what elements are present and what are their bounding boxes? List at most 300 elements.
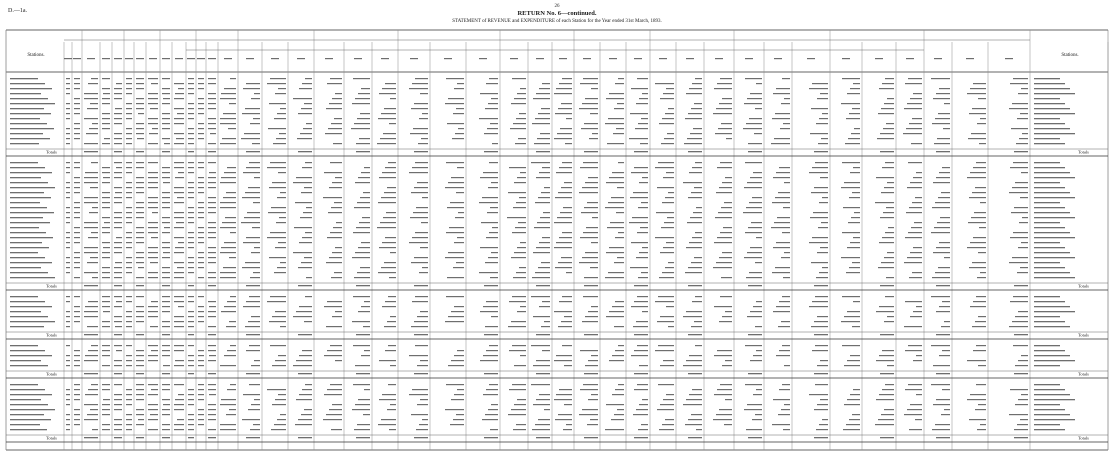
table-cell-glyph <box>814 321 828 322</box>
table-cell-glyph <box>816 123 828 124</box>
table-cell-glyph <box>536 93 550 94</box>
table-cell-glyph <box>659 277 674 278</box>
station-name-glyph <box>10 409 55 410</box>
station-name-glyph <box>1034 138 1060 139</box>
table-cell-glyph <box>491 252 498 253</box>
table-cell-glyph <box>303 128 312 129</box>
table-cell-glyph <box>136 389 144 390</box>
table-cell-glyph <box>150 108 158 109</box>
table-cell-glyph <box>102 98 110 99</box>
table-cell-glyph <box>126 108 132 109</box>
table-cell-glyph <box>967 360 986 361</box>
table-cell-glyph <box>910 182 922 183</box>
table-cell-glyph <box>881 262 894 263</box>
table-cell-glyph <box>907 103 922 104</box>
table-cell-glyph <box>454 88 464 89</box>
table-cell-glyph <box>330 232 342 233</box>
table-cell-glyph <box>66 296 70 297</box>
table-cell-glyph <box>162 272 170 273</box>
totals-cell-glyph <box>162 334 170 335</box>
table-cell-glyph <box>363 414 370 415</box>
table-cell-glyph <box>554 311 572 312</box>
table-cell-glyph <box>378 424 396 425</box>
table-cell-glyph <box>385 83 396 84</box>
table-cell-glyph <box>74 414 80 415</box>
column-header-glyph <box>510 58 518 59</box>
table-cell-glyph <box>783 207 790 208</box>
table-cell-glyph <box>915 197 922 198</box>
table-cell-glyph <box>136 98 144 99</box>
table-cell-glyph <box>662 202 674 203</box>
table-cell-glyph <box>327 350 342 351</box>
totals-cell-glyph <box>136 373 144 374</box>
table-cell-glyph <box>382 242 396 243</box>
table-cell-glyph <box>561 257 572 258</box>
table-cell-glyph <box>208 118 216 119</box>
table-cell-glyph <box>850 88 860 89</box>
table-cell-glyph <box>268 128 286 129</box>
station-name-glyph <box>10 429 47 430</box>
table-cell-glyph <box>1020 113 1028 114</box>
table-cell-glyph <box>220 143 236 144</box>
table-cell-glyph <box>148 118 158 119</box>
station-name-glyph <box>1034 182 1060 183</box>
table-cell-glyph <box>175 399 184 400</box>
table-cell-glyph <box>269 103 286 104</box>
table-cell-glyph <box>942 301 950 302</box>
table-cell-glyph <box>584 123 598 124</box>
table-cell-glyph <box>744 103 762 104</box>
table-cell-glyph <box>970 306 986 307</box>
table-cell-glyph <box>689 394 702 395</box>
table-cell-glyph <box>847 360 860 361</box>
table-cell-glyph <box>906 212 922 213</box>
table-cell-glyph <box>148 222 158 223</box>
table-cell-glyph <box>932 429 950 430</box>
table-cell-glyph <box>968 138 986 139</box>
table-cell-glyph <box>517 93 526 94</box>
table-cell-glyph <box>114 197 122 198</box>
table-cell-glyph <box>174 212 184 213</box>
table-cell-glyph <box>931 296 950 297</box>
table-cell-glyph <box>208 301 216 302</box>
table-cell-glyph <box>665 113 674 114</box>
station-name-glyph <box>1034 172 1070 173</box>
table-cell-glyph <box>844 365 860 366</box>
table-cell-glyph <box>512 345 526 346</box>
table-cell-glyph <box>74 321 80 322</box>
table-cell-glyph <box>482 419 498 420</box>
table-cell-glyph <box>820 177 828 178</box>
table-cell-glyph <box>875 202 894 203</box>
table-cell-glyph <box>188 128 194 129</box>
table-cell-glyph <box>280 326 286 327</box>
table-cell-glyph <box>717 167 732 168</box>
table-cell-glyph <box>274 424 286 425</box>
table-cell-glyph <box>242 197 260 198</box>
table-cell-glyph <box>720 78 732 79</box>
table-cell-glyph <box>188 242 194 243</box>
table-cell-glyph <box>853 83 860 84</box>
table-cell-glyph <box>756 237 762 238</box>
table-cell-glyph <box>935 202 950 203</box>
table-cell-glyph <box>689 172 702 173</box>
table-cell-glyph <box>846 118 860 119</box>
table-cell-glyph <box>102 350 110 351</box>
totals-cell-glyph <box>84 437 98 438</box>
table-cell-glyph <box>198 182 204 183</box>
table-cell-glyph <box>491 404 498 405</box>
table-cell-glyph <box>188 217 194 218</box>
table-cell-glyph <box>66 429 70 430</box>
table-cell-glyph <box>904 326 922 327</box>
table-cell-glyph <box>516 202 526 203</box>
table-cell-glyph <box>907 187 922 188</box>
station-name-glyph <box>1034 247 1065 248</box>
table-cell-glyph <box>136 177 144 178</box>
table-cell-glyph <box>668 262 674 263</box>
table-cell-glyph <box>909 123 922 124</box>
table-cell-glyph <box>942 389 950 390</box>
table-cell-glyph <box>851 217 860 218</box>
table-cell-glyph <box>491 182 498 183</box>
station-name-glyph <box>1034 252 1070 253</box>
table-cell-glyph <box>198 192 204 193</box>
table-cell-glyph <box>162 414 170 415</box>
table-cell-glyph <box>558 414 572 415</box>
table-cell-glyph <box>410 133 428 134</box>
table-cell-glyph <box>909 207 922 208</box>
table-cell-glyph <box>208 247 216 248</box>
table-cell-glyph <box>114 172 122 173</box>
table-cell-glyph <box>136 167 144 168</box>
table-cell-glyph <box>176 138 184 139</box>
table-cell-glyph <box>210 133 216 134</box>
table-cell-glyph <box>188 103 194 104</box>
table-cell-glyph <box>380 222 396 223</box>
table-cell-glyph <box>415 78 428 79</box>
table-cell-glyph <box>198 414 204 415</box>
table-cell-glyph <box>74 306 80 307</box>
table-cell-glyph <box>817 365 828 366</box>
station-name-glyph <box>10 306 52 307</box>
table-cell-glyph <box>388 296 396 297</box>
table-cell-glyph <box>696 429 702 430</box>
table-cell-glyph <box>163 98 170 99</box>
table-cell-glyph <box>251 365 260 366</box>
table-cell-glyph <box>66 212 70 213</box>
table-cell-glyph <box>102 217 110 218</box>
table-cell-glyph <box>631 172 648 173</box>
table-cell-glyph <box>327 83 342 84</box>
table-cell-glyph <box>615 350 624 351</box>
table-cell-glyph <box>66 93 70 94</box>
table-cell-glyph <box>115 262 122 263</box>
table-cell-glyph <box>271 207 286 208</box>
station-name-glyph <box>10 237 53 238</box>
table-cell-glyph <box>588 399 598 400</box>
table-cell-glyph <box>229 103 236 104</box>
column-header-glyph <box>136 58 144 59</box>
table-cell-glyph <box>103 177 110 178</box>
table-cell-glyph <box>447 123 464 124</box>
table-cell-glyph <box>383 133 396 134</box>
table-cell-glyph <box>660 316 674 317</box>
table-cell-glyph <box>719 257 732 258</box>
table-cell-glyph <box>84 143 98 144</box>
table-cell-glyph <box>539 242 550 243</box>
table-cell-glyph <box>605 123 624 124</box>
table-cell-glyph <box>752 197 762 198</box>
table-cell-glyph <box>615 389 624 390</box>
table-cell-glyph <box>74 182 80 183</box>
table-cell-glyph <box>226 414 236 415</box>
table-cell-glyph <box>198 162 204 163</box>
table-cell-glyph <box>535 424 550 425</box>
table-cell-glyph <box>939 88 950 89</box>
table-cell-glyph <box>150 326 158 327</box>
table-cell-glyph <box>188 389 194 390</box>
table-cell-glyph <box>305 78 312 79</box>
totals-cell-glyph <box>584 285 598 286</box>
table-cell-glyph <box>148 143 158 144</box>
table-cell-glyph <box>409 355 428 356</box>
table-cell-glyph <box>188 311 194 312</box>
column-header-glyph <box>208 58 216 59</box>
table-cell-glyph <box>849 419 860 420</box>
table-cell-glyph <box>66 242 70 243</box>
table-cell-glyph <box>638 207 648 208</box>
table-cell-glyph <box>639 98 648 99</box>
column-header-glyph <box>271 58 279 59</box>
table-cell-glyph <box>480 311 498 312</box>
station-name-glyph <box>1034 404 1060 405</box>
table-cell-glyph <box>543 212 550 213</box>
table-cell-glyph <box>581 128 598 129</box>
table-cell-glyph <box>188 262 194 263</box>
table-cell-glyph <box>323 197 342 198</box>
table-cell-glyph <box>327 237 342 238</box>
table-cell-glyph <box>938 267 950 268</box>
table-cell-glyph <box>115 326 122 327</box>
table-cell-glyph <box>381 113 396 114</box>
table-cell-glyph <box>448 98 464 99</box>
table-cell-glyph <box>752 419 762 420</box>
table-cell-glyph <box>779 350 790 351</box>
totals-cell-glyph <box>634 373 648 374</box>
table-cell-glyph <box>198 103 204 104</box>
table-cell-glyph <box>489 232 498 233</box>
table-cell-glyph <box>852 326 860 327</box>
table-cell-glyph <box>456 414 464 415</box>
table-cell-glyph <box>102 182 110 183</box>
table-cell-glyph <box>356 227 370 228</box>
station-name-glyph <box>1034 311 1075 312</box>
totals-cell-glyph <box>136 285 144 286</box>
column-header-glyph <box>774 58 782 59</box>
station-name-glyph <box>1034 197 1075 198</box>
table-cell-glyph <box>102 103 110 104</box>
table-cell-glyph <box>277 419 286 420</box>
table-cell-glyph <box>973 167 986 168</box>
table-cell-glyph <box>420 311 428 312</box>
table-cell-glyph <box>324 355 342 356</box>
totals-cell-glyph <box>484 373 498 374</box>
table-cell-glyph <box>564 365 572 366</box>
table-cell-glyph <box>617 409 624 410</box>
table-cell-glyph <box>587 424 598 425</box>
table-cell-glyph <box>937 138 950 139</box>
table-cell-glyph <box>302 167 312 168</box>
table-cell-glyph <box>725 360 732 361</box>
table-cell-glyph <box>102 118 110 119</box>
table-cell-glyph <box>126 197 132 198</box>
table-cell-glyph <box>660 365 674 366</box>
table-cell-glyph <box>412 237 428 238</box>
table-cell-glyph <box>562 162 572 163</box>
table-cell-glyph <box>91 232 98 233</box>
table-cell-glyph <box>220 404 236 405</box>
table-cell-glyph <box>580 350 598 351</box>
table-cell-glyph <box>417 365 428 366</box>
table-cell-glyph <box>852 108 860 109</box>
table-cell-glyph <box>1010 83 1028 84</box>
table-cell-glyph <box>208 182 216 183</box>
table-cell-glyph <box>592 217 598 218</box>
station-name-glyph <box>10 172 52 173</box>
table-cell-glyph <box>390 252 396 253</box>
table-cell-glyph <box>251 316 260 317</box>
table-cell-glyph <box>943 128 950 129</box>
table-cell-glyph <box>558 326 572 327</box>
table-cell-glyph <box>220 277 236 278</box>
table-cell-glyph <box>66 394 70 395</box>
table-cell-glyph <box>84 177 98 178</box>
table-cell-glyph <box>841 187 860 188</box>
table-cell-glyph <box>74 128 80 129</box>
table-cell-glyph <box>841 103 860 104</box>
table-cell-glyph <box>388 162 396 163</box>
table-cell-glyph <box>782 296 790 297</box>
table-cell-glyph <box>747 404 762 405</box>
table-cell-glyph <box>114 227 122 228</box>
table-cell-glyph <box>198 389 204 390</box>
table-cell-glyph <box>590 419 598 420</box>
table-cell-glyph <box>126 222 132 223</box>
table-cell-glyph <box>74 187 80 188</box>
table-cell-glyph <box>208 419 216 420</box>
table-cell-glyph <box>815 296 828 297</box>
station-name-glyph <box>1034 78 1060 79</box>
column-header-glyph <box>745 58 753 59</box>
table-cell-glyph <box>1020 197 1028 198</box>
table-cell-glyph <box>585 365 598 366</box>
table-cell-glyph <box>136 88 144 89</box>
table-cell-glyph <box>637 78 648 79</box>
table-cell-glyph <box>188 207 194 208</box>
column-header-glyph <box>410 58 418 59</box>
table-cell-glyph <box>422 197 428 198</box>
table-cell-glyph <box>609 311 624 312</box>
totals-cell-glyph <box>634 285 648 286</box>
table-cell-glyph <box>326 326 342 327</box>
table-cell-glyph <box>448 316 464 317</box>
table-cell-glyph <box>222 222 236 223</box>
table-cell-glyph <box>658 345 674 346</box>
table-cell-glyph <box>722 365 732 366</box>
table-cell-glyph <box>756 389 762 390</box>
table-cell-glyph <box>883 128 894 129</box>
table-cell-glyph <box>666 172 674 173</box>
station-name-glyph <box>10 311 41 312</box>
table-cell-glyph <box>630 267 648 268</box>
table-cell-glyph <box>779 389 790 390</box>
totals-cell-glyph <box>936 437 950 438</box>
table-cell-glyph <box>844 182 860 183</box>
table-cell-glyph <box>968 222 986 223</box>
table-cell-glyph <box>642 247 648 248</box>
table-cell-glyph <box>272 404 286 405</box>
table-cell-glyph <box>976 384 986 385</box>
table-cell-glyph <box>208 350 216 351</box>
table-cell-glyph <box>783 123 790 124</box>
table-cell-glyph <box>302 83 312 84</box>
table-cell-glyph <box>784 252 790 253</box>
totals-cell-glyph <box>584 334 598 335</box>
table-cell-glyph <box>114 316 122 317</box>
table-cell-glyph <box>66 267 70 268</box>
table-cell-glyph <box>635 128 648 129</box>
table-cell-glyph <box>606 404 624 405</box>
table-cell-glyph <box>753 172 762 173</box>
table-cell-glyph <box>198 360 204 361</box>
table-cell-glyph <box>544 321 550 322</box>
table-cell-glyph <box>887 365 894 366</box>
table-cell-glyph <box>456 192 464 193</box>
table-cell-glyph <box>520 355 526 356</box>
totals-cell-glyph <box>414 373 428 374</box>
table-cell-glyph <box>220 365 236 366</box>
table-cell-glyph <box>713 113 732 114</box>
table-cell-glyph <box>224 88 236 89</box>
table-cell-glyph <box>293 98 312 99</box>
table-cell-glyph <box>148 247 158 248</box>
table-cell-glyph <box>748 143 762 144</box>
table-cell-glyph <box>582 103 598 104</box>
table-cell-glyph <box>976 345 986 346</box>
table-cell-glyph <box>905 83 922 84</box>
table-cell-glyph <box>450 424 464 425</box>
table-cell-glyph <box>198 202 204 203</box>
table-cell-glyph <box>931 232 950 233</box>
table-cell-glyph <box>842 345 860 346</box>
table-cell-glyph <box>689 242 702 243</box>
table-cell-glyph <box>716 262 732 263</box>
table-cell-glyph <box>520 242 526 243</box>
table-cell-glyph <box>102 296 110 297</box>
table-cell-glyph <box>92 123 98 124</box>
table-cell-glyph <box>295 424 312 425</box>
table-cell-glyph <box>188 88 194 89</box>
table-cell-glyph <box>841 321 860 322</box>
table-cell-glyph <box>1010 301 1028 302</box>
table-cell-glyph <box>136 162 144 163</box>
table-cell-glyph <box>198 311 204 312</box>
table-cell-glyph <box>880 133 894 134</box>
table-cell-glyph <box>637 232 648 233</box>
table-cell-glyph <box>1015 182 1028 183</box>
table-cell-glyph <box>417 316 428 317</box>
